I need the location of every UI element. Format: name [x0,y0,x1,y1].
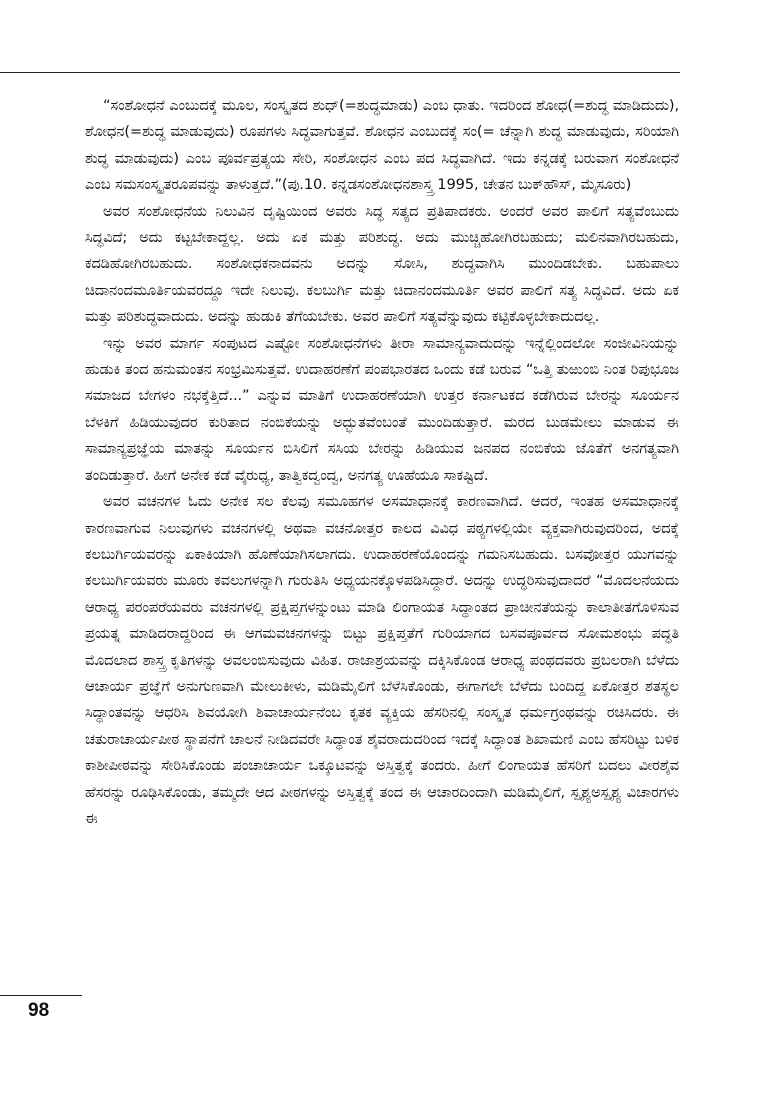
page-number: 98 [28,1000,50,1021]
paragraph-2: ಅವರ ಸಂಶೋಧನೆಯ ನಿಲುವಿನ ದೃಷ್ಟಿಯಿಂದ ಅವರು ಸಿದ್ಧ ಸತ್ಯದ ಪ್ರತಿಪಾದಕರು. ಅಂದರೆ ಅವರ ಪಾಲಿಗೆ ಸತ್ಯವೆಂಬುದು ಸಿದ್ಧವಿದೆ; ಅದು ಕಟ್ಟಬೇಕಾದ್ದಲ್ಲ. ಅದು ಏಕ ಮತ್ತು ಪರಿಶುದ್ಧ. ಅದು ಮುಚ್ಚಿಹೋಗಿರಬಹುದು; ಮಲಿನವಾಗಿರಬಹುದು, ಕದಡಿಹೋಗಿರಬಹುದು. ಸಂಶೋಧಕನಾದವನು ಅದನ್ನು ಸೋಸಿ, ಶುದ್ಧವಾಗಿಸಿ ಮುಂದಿಡಬೇಕು. ಬಹುಪಾಲು ಚಿದಾನಂದಮೂರ್ತಿಯವರದ್ದೂ ಇದೇ ನಿಲುವು. ಕಲಬುರ್ಗಿ ಮತ್ತು ಚಿದಾನಂದಮೂರ್ತಿ ಅವರ ಪಾಲಿಗೆ ಸತ್ಯ ಸಿದ್ಧವಿದೆ. ಅದು ಏಕ ಮತ್ತು ಪರಿಶುದ್ಧವಾದುದು. ಅದನ್ನು ಹುಡುಕಿ ತೆಗೆಯಬೇಕು. ಅವರ ಪಾಲಿಗೆ ಸತ್ಯವೆನ್ನುವುದು ಕಟ್ಟಿಕೊಳ್ಳಬೇಕಾದುದಲ್ಲ. [85,202,679,326]
paragraph-1: “ಸಂಶೋಧನೆ ಎಂಬುದಕ್ಕೆ ಮೂಲ, ಸಂಸ್ಕೃತದ ಶುಧ್(=ಶುದ್ಧಮಾಡು) ಎಂಬ ಧಾತು. ಇದರಿಂದ ಶೋಧ(=ಶುದ್ಧ ಮಾಡಿದುದು), ಶೋಧನ(=ಶುದ್ಧ ಮಾಡುವುದು) ರೂಪಗಳು ಸಿದ್ಧವಾಗುತ್ತವೆ. ಶೋಧನ ಎಂಬುದಕ್ಕೆ ಸಂ(= ಚೆನ್ನಾಗಿ ಶುದ್ಧ ಮಾಡುವುದು, ಸರಿಯಾಗಿ ಶುದ್ಧ ಮಾಡುವುದು) ಎಂಬ ಪೂರ್ವಪ್ರತ್ಯಯ ಸೇರಿ, ಸಂಶೋಧನ ಎಂಬ ಪದ ಸಿದ್ಧವಾಗಿದೆ. ಇದು ಕನ್ನಡಕ್ಕೆ ಬರುವಾಗ ಸಂಶೋಧನೆ ಎಂಬ ಸಮಸಂಸ್ಕೃತರೂಪವನ್ನು ತಾಳುತ್ತದೆ.”(ಪು.10. ಕನ್ನಡಸಂಶೋಧನಶಾಸ್ತ್ರ 1995, ಚೇತನ ಬುಕ್‌ಹೌಸ್, ಮೈಸೂರು) [85,97,679,194]
page-body [85,93,679,832]
footer-rule [0,995,82,996]
paragraph-3: ಇನ್ನು ಅವರ ಮಾರ್ಗ ಸಂಪುಟದ ಎಷ್ಟೋ ಸಂಶೋಧನೆಗಳು ತೀರಾ ಸಾಮಾನ್ಯವಾದುದನ್ನು ಇನ್ನೆಲ್ಲಿಂದಲೋ ಸಂಜೀವಿನಿಯನ್ನು ಹುಡುಕಿ ತಂದ ಹನುಮಂತನ ಸಂಭ್ರಮಿಸುತ್ತವೆ. ಉದಾಹರಣೆಗೆ ಪಂಪಭಾರತದ ಒಂದು ಕಡೆ ಬರುವ “ಒತ್ತಿ ತುಱುಂಬಿ ನಿಂತ ರಿಪುಭೂಜ ಸಮಾಜದ ಬೇಗಳಂ ನಭಕ್ಕೆತ್ತಿದೆ...” ಎನ್ನುವ ಮಾತಿಗೆ ಉದಾಹರಣೆಯಾಗಿ ಉತ್ತರ ಕರ್ನಾಟಕದ ಕಡೆಗಿರುವ ಬೇರನ್ನು ಸೂರ್ಯನ ಬೆಳಕಿಗೆ ಹಿಡಿಯುವುದರ ಕುರಿತಾದ ನಂಬಿಕೆಯನ್ನು ಅದ್ಭುತವೆಂಬಂತೆ ಮುಂದಿಡುತ್ತಾರೆ. ಮರದ ಬುಡಮೇಲು ಮಾಡುವ ಈ ಸಾಮಾನ್ಯಪ್ರಜ್ಞೆಯ ಮಾತನ್ನು ಸೂರ್ಯನ ಬಿಸಿಲಿಗೆ ಸಸಿಯ ಬೇರನ್ನು ಹಿಡಿಯುವ ಜನಪದ ನಂಬಿಕೆಯ ಜೊತೆಗೆ ಅನಗತ್ಯವಾಗಿ ತಂದಿಡುತ್ತಾರೆ. ಹೀಗೆ ಅನೇಕ ಕಡೆ ವೈರುಧ್ಯ, ತಾತ್ವಿಕದ್ವಂದ್ವ, ಅನಗತ್ಯ ಊಹೆಯೂ ಸಾಕಷ್ಟಿದೆ. [85,334,679,484]
header-rule [0,72,680,73]
paragraph-4: ಅವರ ವಚನಗಳ ಓದು ಅನೇಕ ಸಲ ಕೆಲವು ಸಮೂಹಗಳ ಅಸಮಾಧಾನಕ್ಕೆ ಕಾರಣವಾಗಿದೆ. ಆದರೆ, ಇಂತಹ ಅಸಮಾಧಾನಕ್ಕೆ ಕಾರಣವಾಗುವ ನಿಲುವುಗಳು ವಚನಗಳಲ್ಲಿ ಅಥವಾ ವಚನೋತ್ತರ ಕಾಲದ ವಿವಿಧ ಪಠ್ಯಗಳಲ್ಲಿಯೇ ವ್ಯಕ್ತವಾಗಿರುವುದರಿಂದ, ಅದಕ್ಕೆ ಕಲಬುರ್ಗಿಯವರನ್ನು ಏಕಾಕಿಯಾಗಿ ಹೊಣೆಯಾಗಿಸಲಾಗದು. ಉದಾಹರಣೆಯೊಂದನ್ನು ಗಮನಿಸಬಹುದು. ಬಸವೋತ್ತರ ಯುಗವನ್ನು ಕಲಬುರ್ಗಿಯವರು ಮೂರು ಕವಲುಗಳನ್ನಾಗಿ ಗುರುತಿಸಿ ಅಧ್ಯಯನಕ್ಕೊಳಪಡಿಸಿದ್ದಾರೆ. ಅದನ್ನು ಉದ್ಧರಿಸುವುದಾದರೆ “ಮೊದಲನೆಯದು ಆರಾಧ್ಯ ಪರಂಪರೆಯವರು ವಚನಗಳಲ್ಲಿ ಪ್ರಕ್ಷಿಪ್ತಗಳನ್ನುಂಟು ಮಾಡಿ ಲಿಂಗಾಯತ ಸಿದ್ಧಾಂತದ ಪ್ರಾಚೀನತೆಯನ್ನು ಕಾಲಾತೀತಗೊಳಿಸುವ ಪ್ರಯತ್ನ ಮಾಡಿದರಾದ್ದರಿಂದ ಈ ಆಗಮವಚನಗಳನ್ನು ಬಿಟ್ಟು ಪ್ರಕ್ಷಿಪ್ತತೆಗೆ ಗುರಿಯಾಗದ ಬಸವಪೂರ್ವದ ಸೋಮಶಂಭು ಪದ್ಧತಿ ಮೊದಲಾದ ಶಾಸ್ತ್ರ ಕೃತಿಗಳನ್ನು ಅವಲಂಬಿಸುವುದು ವಿಹಿತ. ರಾಜಾಶ್ರಯವನ್ನು ದಕ್ಕಿಸಿಕೊಂಡ ಆರಾಧ್ಯ ಪಂಥದವರು ಪ್ರಬಲರಾಗಿ ಬೆಳೆದು ಆಚಾರ್ಯ ಪ್ರಜ್ಞೆಗೆ ಅನುಗುಣವಾಗಿ ಮೇಲುಕೀಳು, ಮಡಿಮೈಲಿಗೆ ಬೆಳೆಸಿಕೊಂಡು, ಈಗಾಗಲೇ ಬೆಳೆದು ಬಂದಿದ್ದ ಏಕೋತ್ತರ ಶತಸ್ಥಲ ಸಿದ್ಧಾಂತವನ್ನು ಆಧರಿಸಿ ಶಿವಯೋಗಿ ಶಿವಾಚಾರ್ಯನೆಂಬ ಕೃತಕ ವ್ಯಕ್ತಿಯ ಹೆಸರಿನಲ್ಲಿ ಸಂಸ್ಕೃತ ಧರ್ಮಗ್ರಂಥವನ್ನು ರಚಿಸಿದರು. ಈ ಚತುರಾಚಾರ್ಯಪೀಠ ಸ್ಥಾಪನೆಗೆ ಚಾಲನೆ ನೀಡಿದವರೇ ಸಿದ್ಧಾಂತ ಶೈವರಾದುದರಿಂದ ಇದಕ್ಕೆ ಸಿದ್ಧಾಂತ ಶಿಖಾಮಣಿ ಎಂಬ ಹೆಸರಿಟ್ಟು ಬಳಿಕ ಕಾಶೀಪೀಠವನ್ನು ಸೇರಿಸಿಕೊಂಡು ಪಂಚಾಚಾರ್ಯ ಒಕ್ಕೂಟವನ್ನು ಅಸ್ತಿತ್ವಕ್ಕೆ ತಂದರು. ಹೀಗೆ ಲಿಂಗಾಯತ ಹೆಸರಿಗೆ ಬದಲು ವೀರಶೈವ ಹೆಸರನ್ನು ರೂಢಿಸಿಕೊಂಡು, ತಮ್ಮದೇ ಆದ ಪೀಠಗಳನ್ನು ಅಸ್ತಿತ್ವಕ್ಕೆ ತಂದ ಈ ಆಚಾರದಿಂದಾಗಿ ಮಡಿಮೈಲಿಗೆ, ಸ್ಪೃಶ್ಯಅಸ್ಪೃಶ್ಯ ವಿಚಾರಗಳು ಈ [85,493,679,827]
